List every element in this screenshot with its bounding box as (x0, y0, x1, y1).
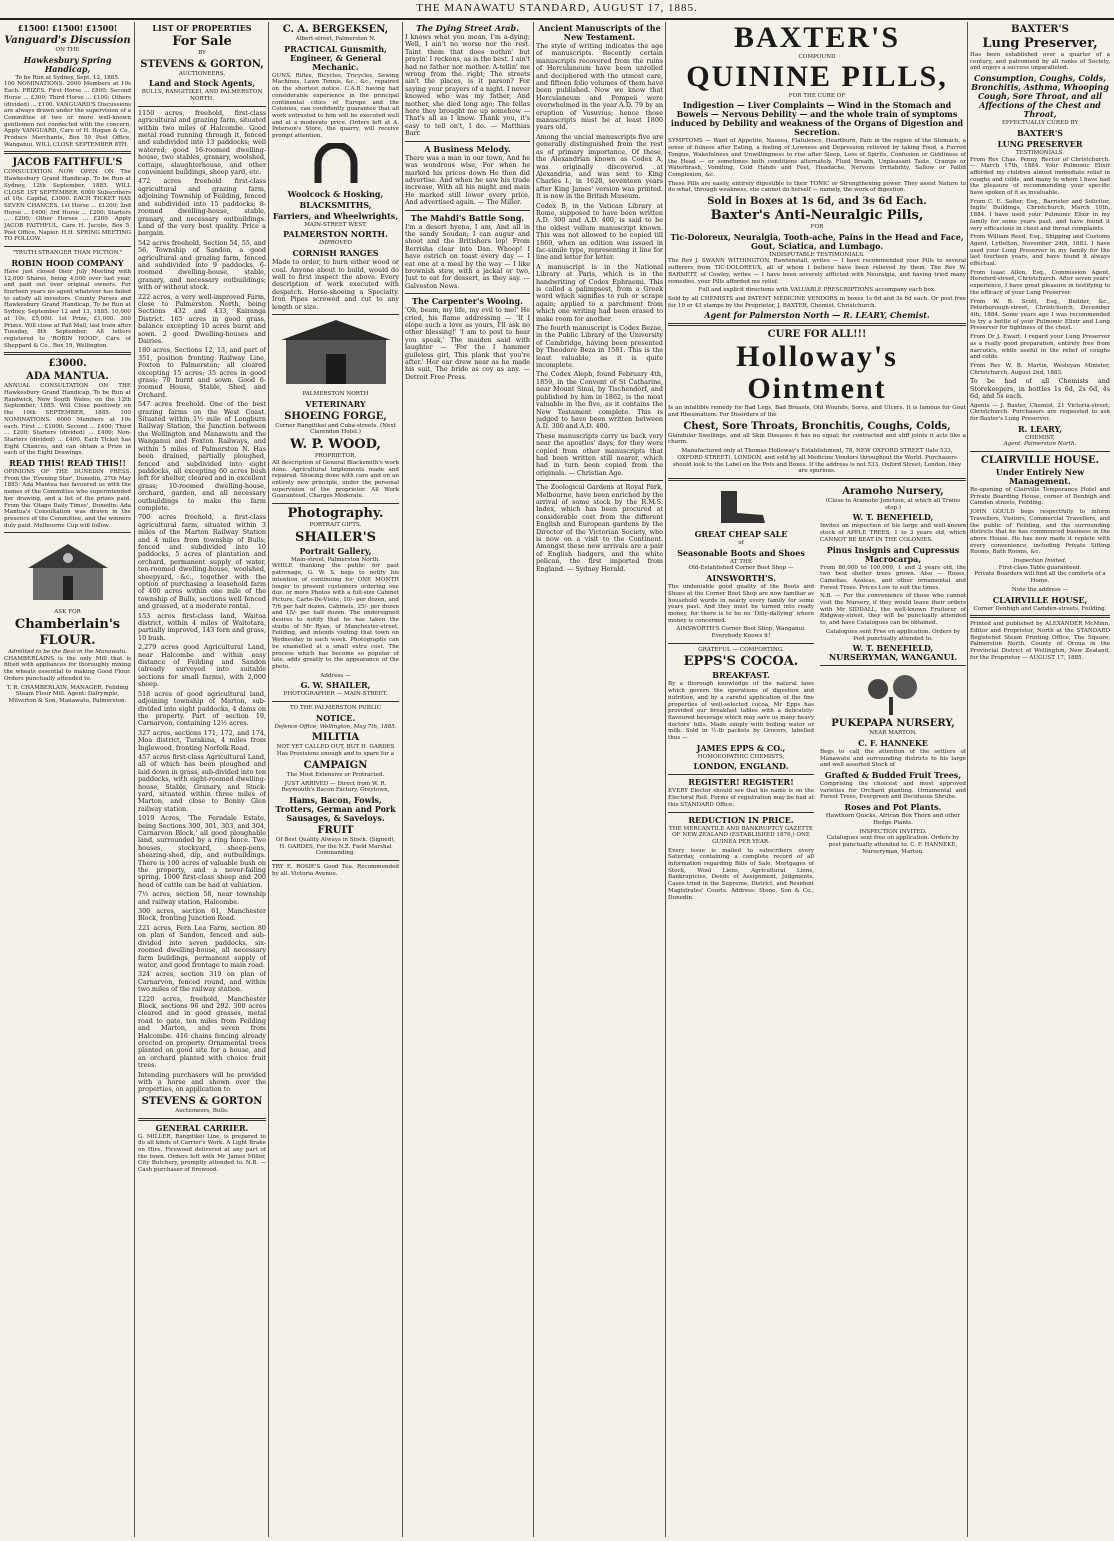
sale-heading: GREAT CHEAP SALE (694, 528, 788, 539)
woolcock-address: MAIN-STREET WEST, (304, 221, 367, 228)
divider (668, 323, 966, 326)
list-heading: LIST OF PROPERTIES (152, 23, 252, 33)
register-body: EVERY Elector should see that his name is on the Electoral Roll. Forms of registration may be had at this STANDARD Office. (668, 788, 814, 808)
anti-neuralgic-heading: Baxter's Anti-Neuralgic Pills, (710, 208, 924, 224)
divider (4, 532, 131, 533)
pinus-body: From 80,000 to 100,000, 1 and 2 years old, the two best shelter trees grown. Also — Roses, Camelias, Azaleas, and other ornamental and Forest Trees. Prices Low to suit the times. (820, 564, 966, 591)
aramoho-heading: Aramoho Nursery, (842, 485, 944, 497)
property-3: 542 acres freehold, Section 54, 55, and 56, Township of Sandon, a good agricultural and grazing farm, fenced and subdivided into 9 paddocks, 6-roomed dwelling-house, stable, granary, and necessary outbuildings; with or without stock. (138, 238, 266, 292)
column-rule (665, 22, 666, 1537)
photo-body: WHILE thanking the public for past patronage, G. W. S. begs to notify his intention of continuing for ONE MONTH longer to present customers ordering one doz. or more Photos with a full-size Cabinet Picture. Carte-De-Visite, 10/- per dozen, and 7/6 per half dozen. Cabinets, 25/- per dozen and 15/- per half dozen. The undersigned desires to notify that he has taken the studio of Mr Ryan, of Manchester-street, Feilding, and intends visiting that town on Wednesday in each week. Photographs can be enamelled at a small extra cost. The process which has become so popular of late, adds greatly to the appearance of the photo. (272, 563, 399, 670)
column-1 (4, 22, 131, 1537)
divider (4, 352, 131, 355)
woolcock-town: PALMERSTON NORTH. (283, 229, 388, 240)
tea-ad: TRY E. ROSIE'S Good Tea. Recommended by all. Victoria Avenue. (272, 864, 399, 877)
imprint: Printed and published by ALEXANDER McMinn, Editor and Proprietor, North at the STANDARD Registered Steam Printing Office, The Square, Palmerston North, County of Oroua in the Provincial District of Wellington, New Zealand, for the Proprietor — AUGUST 17, 1885. (970, 621, 1110, 661)
poem-title-melody: A Business Melody. (424, 143, 511, 154)
fruit-body: Of Best Quality Always in Stock. (Signed), H. GARDES, For the N.Z. Field Marshal Commanding. (275, 837, 396, 857)
prize-banner: £1500! £1500! £1500! (17, 23, 118, 33)
by-line: BY (198, 50, 206, 56)
manuscripts-p3: Codex B, in the Vatican Library at Rome, supposed to have been written A.D. 300 and A.D. 400, is said to be the oldest vellum manuscript known. This was not allowed to be copied till 1869, when an edition was issued in fac-simile type, representing it line for line and letter for letter. (536, 201, 663, 262)
lung-preserver-label: LUNG PRESERVER (997, 138, 1083, 149)
woolcock-improved: IMPROVED (318, 240, 352, 247)
property-16: 221 acres, Fern Lea Farm, section 80 on plan of Sandon, fenced and sub-divided into seven paddocks, six-roomed dwelling-house, all necessary farm buildings, permanent supply of water, and good frontage to main road. (138, 923, 266, 969)
testimonial-3: From William Reed, Esq., Shipping and Customs Agent, Lyttelton, November 24th, 1883. I have used your Lung Preserver in my family for the last fourteen years, and have found it always effectual. (970, 234, 1110, 268)
pinus-heading: Pinus Insignis and Cupressus Macrocarpa, (826, 544, 960, 564)
read-body: OPINIONS OF THE DUNEDIN PRESS. From the 'Evening Star', Dunedin, 27th May 1885: Ada Mantua has favoured us with the names of the Committee who superintended her drawing, and a list of the prizes paid. From the 'Otago Daily Times', Dunedin: Ada Mantua's Consultation was drawn in the presence of the Committee, and the winners duly paid. Melbourne Cup will follow. (4, 469, 131, 529)
property-8: 153 acres first-class land, Waitoa district, within 4 miles of Waitotara, partially improved, 143 fern and grass, 10 bush. (138, 611, 266, 642)
column-3 (272, 22, 399, 1537)
militia-pre: TO THE PALMERSTON PUBLIC (289, 705, 382, 712)
vanguard-race: Hawkesbury Spring Handicap, (23, 54, 112, 74)
cure-heading: CURE FOR ALL!!! (767, 329, 867, 341)
testimonial-6: From Dr J. Ewart. I regard your Lung Preserver as a really good preparation, entirely free from narcotics, while useful in the relief of coughs and colds. (970, 334, 1110, 361)
robin-body: Have just closed their July Meeting with 12,000 Shares, being 4,000 over last year, and paid out over original owners. For fourteen years no agent whatever has failed to satisfy all investors. County Purses and Hawkesbury Grand Handicap, To be Run at Sydney, September 12 and 13, 1885. 10,000 at 10s, £5,000. 1st Prize, £1,000. 300 Prizes. Will close at Pall Mall, last train after Tuesday, 8th September. All letters registered to 'ROBIN HOOD', Care of Sheppard & Co., Box 19, Wellington. (4, 268, 131, 349)
manuscripts-p5: The fourth manuscript is Codex Bezae, in the Public Library of the University of Cambridge, having been presented by Theodore Beza in 1581. This is the least valuable, as it is quite incomplete. (536, 324, 663, 370)
leary-name: R. LEARY, (1017, 423, 1062, 434)
flour-word: FLOUR. (39, 633, 96, 649)
flour-brand: Chamberlain's (14, 617, 121, 633)
property-17: 324 acres, section 319 on plan of Carnarvon, fenced round, and within two miles of the railway station. (138, 970, 266, 994)
bergeksen-body: GUNS, Rifles, Bicycles, Tricycles, Sewing Machines, Lawn Tennis, &c., &c., repaired on the shortest notice. C.A.B. having had considerable experience in the principal continental cities of Europe and the Colonies, can confidently guarantee that all work entrusted to him will be executed well and at a moderate price. Orders left at A. Peterson's Store, the quarry, will receive prompt attention. (272, 72, 399, 140)
poem-title-mahdi: The Mahdi's Battle Song. (410, 212, 525, 223)
vanguard-date: To be Run at Sydney, Sept. 12, 1885. (15, 74, 120, 81)
lung-list: Consumption, Coughs, Colds, Bronchitis, Asthma, Whooping Cough, Sore Throat, and all Affections of the Chest and Throat, (971, 73, 1109, 120)
sale-of: of (738, 539, 744, 546)
holloway-heading: Holloway's Ointment (736, 340, 898, 406)
clairville-body: Re-opening of Clairville Temperance Hotel and Private Boarding House, corner of Denbigh and Camden streets, Feilding. (970, 487, 1110, 507)
carrier-body: G. MILLER, Rangitikei Line, is prepared to do all kinds of Carrier's Work. A Light Brake on Hire. Firewood delivered at any part of the town. Orders left with Mr James Miller, City Butchery, promptly attended to. N.B. — Cash purchaser of firewood. (138, 1133, 266, 1174)
hanneke-name: C. F. HANNEKE (858, 737, 928, 748)
testimonial-4: From Isaac Allen, Esq., Commission Agent, Hereford-street, Christchurch. After seven years' experience, I have great pleasure in testifying to the efficacy of your Lung Preserver. (970, 269, 1110, 296)
photo-signature: G. W. SHAILER, (300, 680, 371, 691)
arrived: JUST ARRIVED — Direct from W. R. Reymouth's Bacon Factory, Greytown, (281, 780, 390, 794)
column-7 (970, 22, 1110, 1537)
column-4 (405, 22, 530, 1537)
boot-illustration (711, 487, 771, 527)
london-label: LONDON, ENGLAND. (693, 761, 789, 772)
boots-heading: Seasonable Boots and Shoes (677, 547, 805, 558)
ada-body: ANNUAL CONSULTATION ON THE Hawkesbury Grand Handicap, To be Run at Randwick, New South Wales, on the 12th September, 1885. Will Close positively on the 10th SEPTEMBER, 1885. 100 NOMINATIONS. 6000 Members at 10s each. First ... £1000; Second ... £400; Third ... £200; Starters (divided) ... £400; Non-Starters (divided) ... £400. Each Ticket has Eight Chances, and can obtain a Prize in each of the Eight Drawings. (4, 383, 131, 457)
jacob-title: JACOB FAITHFUL'S (12, 157, 123, 169)
jacob-body: CONSULTATION NOW OPEN ON The Hawkesbury Grand Handicap. To be Run at Sydney, 12th September, 1885. WILL CLOSE 1ST SEPTEMBER. 6000 Subscribers at 10s. Capital, £3000. EACH TICKET HAS SEVEN CHANCES. 1st Horse ... £1200; 2nd Horse ... £400; 3rd Horse ... £200; Starters ... £200; Other Horses ... £200. Apply JACOB FAITHFUL, Care H. Jacobs, Box 5, Post Office, Napier. H.H. SPRING MEETING TO FOLLOW. (4, 169, 131, 243)
militia-body: NOT YET CALLED OUT, BUT H. GARDES Has Provisions enough and to spare for a (276, 744, 395, 758)
holloway-more: Glandular Swellings, and all Skin Diseases it has no equal; for contracted and stiff joints it acts like a charm. (668, 432, 966, 446)
clairville-heading-2: CLAIRVILLE HOUSE, (992, 594, 1088, 605)
carrier-heading: GENERAL CARRIER. (155, 1122, 249, 1133)
poem-title-dying: The Dying Street Arab. (416, 23, 519, 33)
photography-sub: PORTRAIT GIFTS. (309, 522, 362, 529)
aramoho-sub: (Close to Aramoho Junction, at which all Trains stop.) (825, 497, 961, 511)
testimonial-5: From W. B. Scott, Esq., Builder, &c., Peterborough-street, Christchurch, December 4th, 1884. Some years ago I was recommended to try a bottle of your Pulmonic Elixir and Lung Preserver for tightness of the chest. (970, 298, 1110, 332)
table-label: First-class Table guaranteed. (998, 564, 1082, 571)
divider (668, 478, 966, 481)
epps-name: JAMES EPPS & CO., (696, 742, 786, 753)
column-rule (134, 22, 135, 1537)
divider (138, 1118, 266, 1121)
boots-body: The undeniable good quality of the Boots and Shoes at the Corner Boot Shop are now familiar as household words in nearly every family for some years past. And they must be turned into ready money, for there is to be no 'Dilly-dallying' where money is concerned. (668, 584, 814, 624)
divider (970, 451, 1110, 452)
pukepapa-signature: Catalogues sent free on application. Orders by post punctually attended to. C. F. HANNEKE, Nurseryman, Marton. (826, 835, 960, 855)
divider (4, 246, 131, 247)
reduction-heading: REDUCTION IN PRICE. (688, 814, 794, 825)
aramoho-signature: Catalogues sent Free on application. Orders by Post punctually attended to. (825, 628, 961, 642)
divider (272, 860, 399, 861)
divider (272, 503, 399, 504)
manuscripts-p4: A manuscript is in the National Library at Paris, which is in the handwriting of Codex Ephraemi. This is called a palimpsest, from a Greek word which signifies to rub or scrape again; applied to a parchment from which one writing had been erased to make room for another. (536, 262, 663, 323)
ainsworth-name: AINSWORTH'S. (706, 573, 776, 584)
divider (405, 141, 530, 142)
gazette-title: THE MERCANTILE AND BANKRUPTCY GAZETTE OF NEW ZEALAND (ESTABLISHED 1876,) ONE GUINEA PER YEAR. (669, 825, 813, 845)
pukepapa-heading: PUKEPAPA NURSERY, (831, 718, 955, 730)
divider (405, 293, 530, 294)
cured-label: EFFECTUALLY CURED BY (1001, 120, 1079, 127)
ask-for: ASK FOR (54, 609, 81, 616)
baxters-label: BAXTER'S (1016, 127, 1064, 138)
column-5 (536, 22, 663, 1537)
property-19: Intending purchasers will be provided with a horse and shown over the properties, on application to (138, 1070, 266, 1094)
anti-list: Tic-Doloreux, Neuralgia, Tooth-ache, Pains in the Head and Face, Gout, Sciatica, and Lumbago. (670, 231, 964, 251)
invited-label: INSPECTION INVITED. (859, 828, 927, 835)
cornish-ranges: CORNISH RANGES (292, 248, 379, 259)
vet-forge: SHOEING FORGE, (284, 410, 387, 422)
lower-ads (668, 484, 966, 903)
holloway-body: Is an infallible remedy for Bad Legs, Bad Breasts, Old Wounds, Sores, and Ulcers. It is famous for Gout and Rheumatism. For Disorders of the (668, 405, 966, 419)
property-14: 7½ acres, section 58, near township and railway station, Halcombe. (138, 890, 266, 906)
anti-testimonials: INDISPUTABLE TESTIMONIALS. (769, 251, 865, 258)
ailments-list: Indigestion — Liver Complaints — Wind in the Stomach and Bowels — Nervous Debility — and the whole train of symptoms induced by Debility and weakness of the Organs of Digestion and Secretion. (670, 100, 964, 138)
property-11: 327 acres, sections 171, 172, and 174, Moa district, Turakina, 4 miles from Inglewood, fronting Norfolk Road. (138, 728, 266, 752)
anti-body: The Rev J. SWANN WITHINGTON, Rawtenstall, writes — I have recommended your Pills to several sufferers from TIC-DOLOREUX, all of whom I believe have been relieved by them. The Rev W. BARNETT, of Cowley, writes — I have been severely afflicted with Neuralgia, and having tried many remedies, your Pills afforded me relief. (668, 258, 966, 285)
manuscripts-p1: The style of writing indicates the age of manuscripts. Recently certain manuscripts recovered from the ruins of Herculaneum have been unrolled and deciphered with the utmost care, and fifteen folio volumes of them have been published. Now we know that Herculaneum and Pompeii were overwhelmed in the year A.D. 79 by an eruption of Vesuvius; hence those manuscripts must be at least 1800 years old. (536, 42, 663, 132)
lower-left (668, 484, 814, 903)
defence-office: Defence Office, Wellington, May 7th, 1885. (274, 723, 397, 730)
vet-address: Corner Rangitikei and Cuba-streets. (Next Clarendon Hotel.) (275, 422, 396, 436)
quinine-price: Sold in Boxes at 1s 6d, and 3s 6d Each. (707, 196, 927, 208)
flour-signature: T. R. CHAMBERLAIN, MANAGER. Feilding Steam Flour Mill. Agent: Dalrymple, Milverton & Son, Manawatu, Palmerston. (6, 684, 129, 704)
poem-dying: I knows what you mean, I'm a-dying; Well, I ain't no worse nor the rest. Taint them that does nothin' but prayin' I reckons, as is the best. I ain't had no father nor mother. A-tellin' me wrong from the right; The streets ain't the places, is it parson? For saying your prayers of a night. I never knowed who was my father, And mother, she died long ago; The fellas here they brought me up somehow — That's all as I know. Thank you, it's easy to tell on't, I do. — Matthias Barr. (405, 33, 530, 138)
aramoho-nb: N.B. — For the convenience of those who cannot visit the Nursery, if they would leave their orders with Mr SIDDALL, the well-known Fruiterer of Ridgway-street, they will be punctually attended to, and have Catalogues can be obtained. (820, 593, 966, 627)
note-label: Note the address — (1011, 586, 1069, 593)
divider (272, 701, 399, 702)
firm-name: STEVENS & GORTON, (140, 58, 264, 70)
fruit-heading: FRUIT (317, 825, 354, 836)
vet-proprietor: PROPRIETOR. (314, 453, 357, 460)
divider (272, 314, 399, 315)
cocoa-pre: GRATEFUL — COMFORTING. (698, 646, 784, 653)
property-13: 1019 Acres, 'The Ferndale Estate, being Sections 300, 301, 303, and 304, Carnarvon Block,' all good ploughable land, surrounded by a ring fence. Two houses, stockyard, sheep-pens, shearing-shed, dip, and outbuildings. There is 100 acres of valuable bush on the property, and a never-failing spring. 1000 first-class sheep and 200 head of cattle can be had at valuation. (138, 814, 266, 889)
anti-for: FOR (810, 224, 824, 231)
firm-agents: Land and Stock Agents, (148, 78, 256, 89)
lung-sold: To be had of all Chemists and Storekeepers, in bottles 1s 6d, 2s 6d, 4s 6d, and 5s each. (970, 377, 1110, 401)
divider (405, 210, 530, 211)
flower-illustration (853, 669, 933, 715)
property-5: 180 acres, Sections 12, 13, and part of 351, position fronting Railway Line, Foxton to Palmerston; all cleared excepting 15 acres; 35 acres in good grass; 70 burnt and sown. Good 6-roomed House, Stable, Shed, and Orchard. (138, 346, 266, 399)
campaign-body: The Most Extensive or Protracted. (286, 771, 385, 778)
robin-pre: "TRUTH STRANGER THAN FICTION." (12, 250, 123, 257)
leary-agent: Agent, Palmerston North. (1003, 441, 1077, 448)
horseshoe-illustration (306, 143, 366, 187)
firm-signature: STEVENS & GORTON (141, 1095, 263, 1107)
gould-body: JOHN GOULD begs respectfully to inform Travellers, Visitors, Commercial Travellers, and the public of Feilding, and the surrounding districts that he has commenced business in the above House. He has now made it replete with every convenience, including Private Sitting Rooms, Bath Rooms, &c. (970, 509, 1110, 556)
register-heading: REGISTER! REGISTER! (688, 777, 794, 788)
firm-towns: BULLS, RANGITIKEI, AND PALMERSTON NORTH. (141, 89, 263, 103)
firm-signature-sub: Auctioneers, Bulls. (175, 1107, 229, 1114)
property-9: 2,279 acres good Agricultural Land, near Halcombe and within easy distance of Feilding and Sandon (already surveyed into suitable sections for small farms), with 2,000 sheep. (138, 643, 266, 689)
ada-amount: £3000. (48, 358, 87, 370)
property-15: 300 acres, section 61, Manchester Block, fronting Junction Road. (138, 907, 266, 923)
divider (668, 774, 814, 775)
property-4: 222 acres, a very well-improved Farm, close to Palmerston North, being Sections 432 and 433, Kairanga District. 165 acres in good grass, balance excepting 10 acres burnt and sown. 2 good Dwelling-houses and Dairies. (138, 292, 266, 345)
divider (970, 615, 1110, 618)
militia-heading: MILITIA (311, 732, 360, 744)
read-title: READ THIS! READ THIS!! (9, 458, 126, 469)
property-1: 1150 acres, freehold, first-class agricultural and grazing farm, situated within two miles of Halcombe. Good metal road running through it, fenced and subdivided into 13 paddocks; well watered; good 16-roomed dwelling-house, two stables, granary, woolshed, cottage, slaughterhouse, and other convenient buildings, sheep yard, etc. (138, 108, 266, 177)
column-rule (533, 22, 534, 1537)
pukepapa-body: Begs to call the attention of the settlers of Manawatu and surrounding districts to his large and well assorted Stock of (820, 748, 966, 769)
poem-title-carpenter: The Carpenter's Wooing. (412, 296, 523, 307)
pukepapa-body-2: Comprising the choicest and most approved varieties for Orchard planting. Ornamental and Forest Trees, Evergreen and Deciduous Shrubs. (820, 781, 966, 801)
manuscripts-p7: These manuscripts carry us back very near the apostles' days; for they were copied from other manuscripts that had been written still nearer, which had in turn been copied from the originals. — Christian Age. (536, 431, 663, 477)
photo-signature-sub: PHOTOGRAPHER — MAIN-STREET. (283, 691, 388, 698)
aramoho-signature-2: W. T. BENEFIELD, NURSERYMAN, WANGANUI. (828, 643, 958, 663)
quinine-heading: QUININE PILLS, (686, 59, 948, 93)
woolcock-name: Woolcock & Hosking, (287, 188, 384, 199)
testimonial-2: From C. E. Salter, Esq., Barrister and Solicitor, Inglis' Buildings, Christchurch, March 10th, 1884. I have used your Pulmonic Elixir in my family for some years past, and have found it very efficacious in chest and throat complaints. (970, 198, 1110, 232)
hedges-line: Hawthorn Quicks, African Box Thorn and other Hedge Plants. (825, 813, 961, 826)
poem-mahdi: I'm a desert hyena, I am, And all in the sandy Soudan; I can augur and shoot and the Britishers lop! From Berrisha clear into Dan. Whoop! I have ostrich on toast every day — I eat one at a meal by the way — I like brownish stew, with a jackal or two, Just to eat for dessert, as they say. — Galveston News. (405, 222, 530, 290)
woolcock-body: Made to order, to burn either wood or coal. Anyone about to build, would do well to first inspect the above. Every description of work executed with despatch. Horse-shoeing a Specialty. Iron Pipes screwed and cut to any length or size. (272, 258, 399, 311)
leary-chemist: CHEMIST, (1025, 434, 1055, 441)
campaign-heading: CAMPAIGN (303, 759, 368, 771)
lower-right (820, 484, 966, 903)
divider (820, 665, 966, 666)
property-10: 518 acres of good agricultural land, adjoining township of Marton, sub-divided into eight paddocks, 4 dams on the property. Part of section 19, Carnarvon, containing 12½ acres. (138, 689, 266, 728)
divider (668, 812, 814, 813)
robin-title: ROBIN HOOD COMPANY (11, 257, 124, 268)
vet-title: VETERINARY (305, 398, 366, 409)
shailer-name: SHAILER'S (294, 529, 377, 545)
vanguard-title: Vanguard's Discussion (4, 35, 131, 46)
divider (536, 480, 663, 481)
poem-carpenter: 'Oh, beam, my life, my evil to me!' He cried, his flame addressing — 'If I elope such a love as yours, I'll ask no other blessing!' 'I am to post to hear you speak,' The maiden said with laughter — 'For the I hammer guileless girl, This plank that you're after.' Her ear drew near as he made his suit, The bride as coy as any. — Detroit Free Press. (405, 306, 530, 381)
inspection-label: Inspection Invited. (1013, 558, 1067, 565)
epps-sub: HOMOEOPATHIC CHEMISTS, (697, 753, 785, 760)
property-7: 700 acres freehold, a first-class agricultural farm, situated within 3 miles of the Marton Railway Station and 4 miles from township of Bulls; fenced and subdivided into 10 paddocks, 5 acres of plantation and orchard, permanent supply of water, ten-roomed dwelling-house, woolshed, sheepyard, &c., together with the option of purchasing a leasehold farm of 400 acres within one mile of the township of Bulls, sections well fenced and grassed, at a moderate rental. (138, 513, 266, 611)
clairville-address: Corner Denbigh and Camden-streets, Feilding. (973, 605, 1107, 612)
firm-trade: AUCTIONEERS, (178, 70, 226, 77)
manuscripts-title: Ancient Manuscripts of the New Testament. (538, 23, 661, 42)
vet-body: All description of General Blacksmith's work done. Agricultural Implements made and repaired. Shoeing done with care and on an entirely new principle, under the personal supervision of the proprietor. All Work Guaranteed. Charges Moderate. (272, 459, 399, 500)
column-rule (268, 22, 269, 1537)
property-18: 1220 acres, freehold, Manchester Block, sections 96 and 292. 300 acres cleared and in good grasses, metal road to gate, ten miles from Feilding and Marton, and seven from Halcombe. 416 chains fencing already erected on property. Ornamental trees planted on good site for a house, and an orchard planted with choice fruit trees. (138, 994, 266, 1070)
manuscripts-p6: The Codex Aleph, found February 4th, 1859, in the Convent of St Catharine, near Mount Sinai, by Tischendorf, and published by him in 1862, is the most valuable in the five, as it contains the New Testament complete. This is judged to have been written between A.D. 300 and A.D. 400. (536, 370, 663, 431)
holloway-address: Manufactured only at Thomas Holloway's Establishment, 78, NEW OXFORD STREET (late 533, OXFORD STREET), LONDON, and sold by all Medicine Vendors throughout the World. Purchasers should look to the Label on the Pots and Boxes. If the address is not 533, Oxford Street, London, they are spurious. (672, 448, 962, 475)
cocoa-body: By a thorough knowledge of the natural laws which govern the operations of digestion and nutrition, and by a careful application of the fine properties of well-selected cocoa, Mr Epps has provided our breakfast tables with a delicately-flavoured beverage which may save us many heavy doctors' bills. Made simply with boiling water or milk. Sold in ½-lb packets by Grocers, labelled thus — (668, 681, 814, 742)
divider (668, 643, 814, 644)
clairville-mgmt: Under Entirely New Management. (995, 467, 1085, 487)
for-cure-label: FOR THE CURE OF (788, 92, 846, 99)
lung-agents: Agents — J. Baxter, Chemist, 21 Victoria-street, Christchurch. Purchasers are requested to ask for Baxter's Lung Preserver. (970, 402, 1110, 422)
property-2: 472 acres freehold first-class agricultural and grazing farm, adjoining Township of Feilding, fenced and subdivided into 15 paddocks; 8-roomed dwelling-house, stable, granary, and necessary outbuildings. Land of the very best quality. Price a bargain. (138, 177, 266, 238)
boots-at: AT THE (730, 558, 752, 565)
manuscripts-p2: Among the uncial manuscripts five are generally distinguished from the rest as of primary importance. Of these, the Alexandrian known as Codex A, was originally discovered at Alexandria, and was sent to King Charles I., in 1628, seventeen years after King James' version was printed. It is now in the British Museum. (536, 132, 663, 201)
baxter-heading: BAXTER'S (733, 22, 901, 54)
testimonial-1: From Rev Chas. Penny, Rector of Christchurch. — March 17th, 1884. Your Pulmonic Elixir afforded my children almost immediate relief in coughs and colds, and many to whom I have had the pleasure of recommending your specific have spoken of it as invaluable. (970, 156, 1110, 197)
vanguard-body: 100 NOMINATIONS. 2000 Members at 10s Each. PRIZES. First Horse ... £800; Second Horse ... £300; Third Horse ... £100; Others (divided) ... £100. VANGUARD'S Discussions are always drawn under the supervision of a Committee of two or more well-known gentlemen not connected with the concern. Apply VANGUARD, Care of H. Hogan & Co., Produce Merchants, Box 59 Post Office, Wanganui. WILL CLOSE SEPTEMBER 8TH. (4, 81, 131, 148)
mill-illustration (23, 536, 113, 606)
baxter-lung-brand: BAXTER'S (1011, 24, 1069, 35)
divider (4, 151, 131, 154)
flour-tagline: Admitted to be the Best in the Manawatu. (7, 649, 128, 656)
quinine-note: These Pills are easily, entirely digestible to their TONIC or Strengthening power. They assist Nature to do what, through weakness, she cannot do herself — namely, the work of digestion. (668, 180, 966, 194)
aramoho-body: Invites an inspection of his large and well-known stock of APPLE TREES, 1 to 3 years old, which CANNOT BE BEAT IN THE COLONIES. (820, 523, 966, 543)
roses-heading: Roses and Pot Plants. (844, 802, 942, 813)
grafted-heading: Grafted & Budded Fruit Trees, (824, 770, 962, 781)
testimonial-7: From Rev W. B. Martin, Wesleyan Minister, Christchurch, August 2nd, 1883. (970, 362, 1110, 376)
symptoms-body: SYMPTOMS — Want of Appetite, Nausea, Flatulence, Heartburn, Pain in the region of the Stomach, a sense of fulness after Eating, a feeling of Lowness and Depression relieved by taking Food, a Furred Tongue, Wakefulness and Unwillingness to rise after Sleep, Loss of Spirits, Confusion or Giddiness of the Head — or sometimes both conditions alternately. Fluid Breath, Unpleasant Taste, Cramps or Waterbrash, Vomiting, Cold Hands and Feet, Headache, Nervous Irritability, Sallow or Pallid Complexion, &c. (668, 138, 966, 178)
notice-heading: NOTICE. (315, 712, 356, 723)
hams-line: Hams, Bacon, Fowls, Trotters, German and Pork Sausages, & Saveloys. (275, 795, 396, 823)
ada-title: ADA MANTUA. (26, 371, 109, 383)
holloway-chest: Chest, Sore Throats, Bronchitis, Coughs, Colds, (683, 420, 951, 432)
lung-heading: Lung Preserver, (982, 36, 1098, 51)
private-label: Private Boarders will find all the comforts of a Home. (974, 571, 1106, 585)
property-12: 457 acres first-class Agricultural Land, all of which has been ploughed and laid down in grass, sub-divided into ten paddocks, with eight-roomed dwelling-house, Stable, Granary, and Stock-yard, situated within three miles of Marton, and close to Bonny Glen railway station. (138, 752, 266, 813)
boots-signature: AINSWORTH'S Corner Boot Shop, Wanganui. Everybody Knows it! (676, 626, 806, 640)
lung-body: Has been established over a quarter of a century, and patronised by all ranks of Society, and enjoys a success unparalleled. (970, 52, 1110, 72)
boots-shop: Old-Established Corner Boot Shop — (688, 565, 794, 572)
woolcock-trade: BLACKSMITHS, (299, 199, 372, 210)
agent-line: Agent for Palmerston North — R. LEARY, Chemist. (704, 310, 930, 321)
forge-illustration (281, 318, 391, 388)
clairville-heading: CLAIRVILLE HOUSE. (980, 455, 1100, 467)
compound-label: COMPOUND (798, 54, 836, 60)
woolcock-trade-2: Farriers, and Wheelwrights, (272, 210, 399, 221)
vet-name: W. P. WOOD, (290, 437, 381, 453)
column-rule (402, 22, 403, 1537)
column-rule (967, 22, 968, 1537)
zoo-article: The Zoological Gardens at Royal Park, Melbourne, have been enriched by the arrival of some stock by the R.M.S. Index, which has been procured at considerable cost from the different English and European gardens by the Director of the Victorian Society, who is now on a visit to the Continent. Amongst these new arrivals are a pair of English badgers, and the white pelican, the first imported from England. — Sydney Herald. (536, 483, 663, 573)
photo-address-label: Address — (320, 672, 351, 679)
gallery-name: Portrait Gallery, (299, 545, 372, 556)
anti-sold: Sold by all CHEMISTS and PATENT MEDICINE VENDORS in boxes 1s 6d and 3s 6d each. Or post free for 19 or 43 stamps by the Proprietor, J. BAXTER, Chemist, Christchurch. (668, 295, 966, 309)
cocoa-heading: EPPS'S COCOA. (683, 654, 799, 670)
column-2 (138, 22, 266, 1537)
benefield-name: W. T. BENEFIELD, (852, 512, 934, 523)
bergeksen-name: C. A. BERGEKSEN, (282, 24, 389, 35)
bergeksen-address: Albert-street, Palmerston N. (295, 36, 376, 42)
gallery-address: Main-street, Palmerston North. (291, 556, 380, 563)
column-6 (668, 22, 966, 1537)
bergeksen-trade: PRACTICAL Gunsmith, Engineer, & General Mechanic. (284, 43, 387, 72)
anti-note: Full and explicit directions with VALUABLE PRESCRIPTIONS accompany each box. (698, 287, 936, 294)
divider (138, 106, 266, 107)
vanguard-on: ON THE (55, 47, 80, 53)
masthead: THE MANAWATU STANDARD, AUGUST 17, 1885. (0, 0, 1114, 20)
pukepapa-near: NEAR MARTON. (869, 730, 917, 737)
vet-town: PALMERSTON NORTH (302, 390, 369, 397)
gazette-body: Every issue is mailed to subscribers every Saturday, containing a complete record of all information regarding Bills of Sale, Mortgages of Stock, Wool Liens, Agricultural Liens, Bankruptcies, Deeds of Assignment, Judgments, Cases tried in the Supreme, District, and Resident Magistrates' Courts. Address: Stone, Son & Co., Dunedin. (668, 847, 814, 901)
poem-melody: There was a man in our town, And he was wondrous wise, For when he marked his prices down He then did advertise. And when he saw his trade increase, With all his might and main He marked still lower every price, And advertised again. — The Miller. (405, 153, 530, 207)
photography-heading: Photography. (287, 506, 384, 522)
flour-body: CHAMBERLAINS is the only Mill that is fitted with appliances for thoroughly mixing the wheats essential to making Good Flour. Orders punctually attended to. (4, 655, 131, 682)
testimonials-label: TESTIMONIALS. (1015, 149, 1065, 156)
breakfast-label: BREAKFAST. (712, 670, 770, 681)
for-sale-heading: For Sale (172, 34, 232, 49)
property-6: 547 acres freehold. One of the best grazing farms on the West Coast. Situated within 1½ mile of Longburn Railway Station, the Junction between the Wellington and Manawatu and the Wanganui and Foxton Railways, and within 5 miles of Palmerston N. Has been drained, partially ploughed, fenced and subdivided into eight paddocks, all excepting 60 acres bush left for shelter, cleared and in excellent grass; 10-roomed dwelling-house, orchard, garden, and all necessary outbuildings to make the farm complete. (138, 400, 266, 512)
